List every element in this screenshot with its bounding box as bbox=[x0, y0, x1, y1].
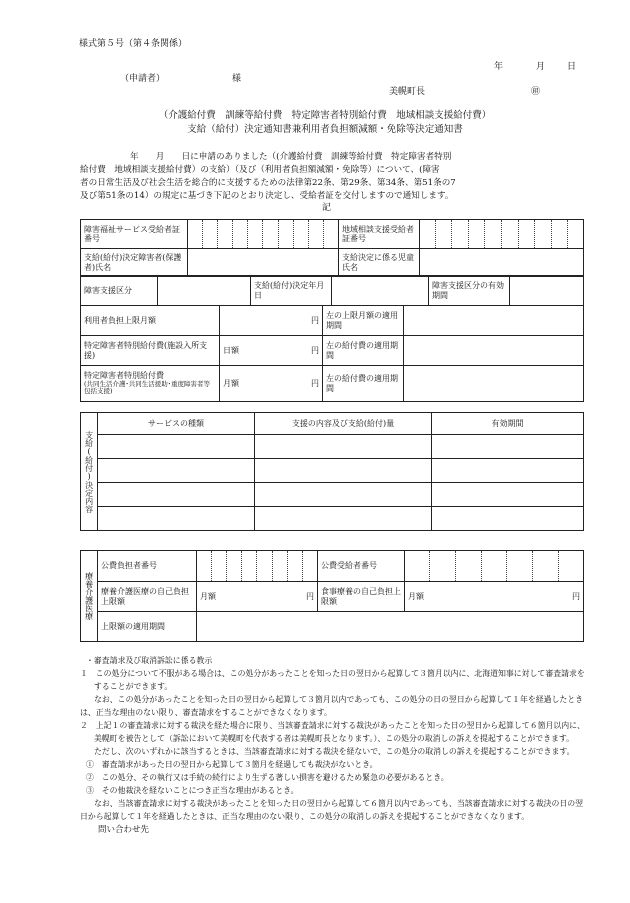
meal-cap-field[interactable] bbox=[405, 582, 584, 612]
intro-line4: 及び第51条の14）の規定に基づき下記のとおり決定し、受給者証を交付しますので通知します。 bbox=[80, 191, 454, 201]
notice-para2: なお、この処分があったことを知った日の翌日から起算して３箇月以内であっても、この処分の日の翌日から起算して１年を経過したときは、正当な理由のない限り、審査請求をすることができなくなります。 bbox=[80, 695, 584, 717]
group-benefit-label bbox=[81, 366, 220, 402]
community-cert-number-label: 地域相談支援受給者証番号 bbox=[339, 220, 420, 249]
notice-item3: ③ その他裁決を経ないことにつき正当な理由があるとき。 bbox=[86, 786, 299, 795]
title-line1: （介護給付費 訓練等給付費 特定障害者特別給付費 地域相談支援給付費） bbox=[158, 110, 492, 121]
service-type-cell[interactable] bbox=[98, 435, 255, 459]
decision-content-table bbox=[80, 412, 584, 531]
support-content-header: 支援の内容及び支給(給付)量 bbox=[255, 413, 432, 435]
facility-benefit-period-label: 左の給付費の適用期間 bbox=[323, 336, 404, 366]
category-validity-label: 障害支援区分の有効期間 bbox=[429, 276, 510, 306]
monthly-cap-period-label: 左の上限月額の適用期間 bbox=[323, 306, 404, 336]
facility-benefit-period-field[interactable] bbox=[404, 336, 584, 366]
group-benefit-field[interactable] bbox=[220, 366, 323, 402]
care-medical-cap-field[interactable] bbox=[197, 582, 318, 612]
group-benefit-yen: 円 bbox=[311, 378, 319, 388]
decision-date-field[interactable] bbox=[332, 276, 429, 306]
mayor-label: 美幌町長 bbox=[389, 87, 426, 97]
public-recipient-number-field[interactable] bbox=[405, 551, 584, 582]
meal-yen: 円 bbox=[572, 591, 580, 601]
facility-benefit-label: 特定障害者特別給付費(施設入所支援) bbox=[81, 336, 220, 366]
support-category-label: 障害支援区分 bbox=[81, 276, 158, 306]
notice-heading: ・審査請求及び取消訴訟に係る教示 bbox=[86, 656, 213, 665]
cost-table bbox=[80, 305, 584, 402]
monthly-amount-label: 月額 bbox=[223, 378, 239, 388]
contact-label: 問い合わせ先 bbox=[98, 825, 150, 835]
child-name-field[interactable] bbox=[420, 249, 584, 277]
monthly-cap-field[interactable] bbox=[220, 306, 323, 336]
group-benefit-title: 特定障害者特別給付費 bbox=[84, 371, 164, 381]
cap-period-label: 上限額の適用期間 bbox=[98, 612, 197, 642]
service-cert-number-field[interactable] bbox=[188, 220, 339, 249]
title-line2: 支給（給付）決定通知書兼利用者負担額減額・免除等決定通知書 bbox=[187, 124, 463, 135]
notice-para1: １ この処分について不服がある場合は、この処分があったことを知った日の翌日から起算して３箇月以内に、北海道知事に対して審査請求をすることができます。 bbox=[80, 669, 585, 691]
notice-item1: ① 審査請求があった日の翌日から起算して３箇月を経過しても裁決がないとき。 bbox=[86, 760, 378, 769]
notice-item2: ② この処分、その執行又は手続の続行により生ずる著しい損害を避けるため緊急の必要があるとき。 bbox=[86, 773, 449, 782]
decided-person-name-field[interactable] bbox=[188, 249, 339, 277]
sama-label: 様 bbox=[232, 74, 242, 84]
daily-amount-label: 日額 bbox=[223, 345, 239, 355]
monthly-cap-label: 利用者負担上限月額 bbox=[81, 306, 220, 336]
validity-header: 有効期間 bbox=[432, 413, 584, 435]
support-content-cell[interactable] bbox=[255, 507, 432, 531]
appeal-notice bbox=[80, 654, 585, 837]
care-monthly-label: 月額 bbox=[200, 591, 216, 601]
intro-line2: 給付費 地域相談支援給付費）の支給）（及び（利用者負担額減額・免除等）について、(障害 bbox=[80, 165, 440, 175]
medical-care-side bbox=[81, 551, 98, 642]
public-payer-number-label: 公費負担者番号 bbox=[98, 551, 197, 582]
child-name-label: 支給決定に係る児童氏名 bbox=[339, 249, 420, 277]
decision-content-side bbox=[81, 413, 98, 531]
meal-cap-label: 食事療養の自己負担上限額 bbox=[318, 582, 405, 612]
service-type-cell[interactable] bbox=[98, 459, 255, 483]
support-content-cell[interactable] bbox=[255, 483, 432, 507]
intro-line1: 年 月 日に申請のありました（(介護給付費 訓練等給付費 特定障害者特別 bbox=[130, 152, 452, 162]
group-benefit-period-label: 左の給付費の適用期間 bbox=[323, 366, 404, 402]
service-type-cell[interactable] bbox=[98, 483, 255, 507]
validity-cell[interactable] bbox=[432, 483, 584, 507]
medical-care-side-label: 療養介護医療 bbox=[84, 572, 94, 620]
public-payer-number-field[interactable] bbox=[197, 551, 318, 582]
decision-content-side-label: 支給(給付)決定内容 bbox=[84, 430, 94, 513]
notice-para3: ２ 上記１の審査請求に対する裁決を経た場合に限り、当該審査請求に対する裁決があったことを知った日の翌日から起算して６箇月以内に、美幌町を被告として（訴訟において美幌町を代表する者は美幌町長となります。）、この処分の取消しの訴えを提起することができます。 bbox=[80, 721, 585, 743]
ki-label: 記 bbox=[322, 203, 332, 213]
facility-benefit-yen: 円 bbox=[311, 345, 319, 355]
support-content-cell[interactable] bbox=[255, 435, 432, 459]
monthly-cap-yen: 円 bbox=[311, 315, 319, 325]
cap-period-field[interactable] bbox=[197, 612, 584, 642]
validity-cell[interactable] bbox=[432, 507, 584, 531]
service-type-cell[interactable] bbox=[98, 507, 255, 531]
intro-line3: 者の日常生活及び社会生活を総合的に支援するための法律第22条、第29条、第34条、第51条の7 bbox=[80, 178, 456, 188]
date-year: 年 bbox=[494, 62, 504, 72]
public-recipient-number-label: 公費受給者番号 bbox=[318, 551, 405, 582]
category-validity-field[interactable] bbox=[510, 276, 584, 306]
applicant-label: （申請者） bbox=[120, 74, 166, 84]
service-cert-number-label: 障害福祉サービス受給者証番号 bbox=[81, 220, 188, 249]
facility-benefit-field[interactable] bbox=[220, 336, 323, 366]
notice-para5: なお、当該審査請求に対する裁決があったことを知った日の翌日から起算して６箇月以内であっても、当該審査請求に対する裁決の日の翌日から起算して１年を経過したときは、正当な理由のない限り、この処分の取消しの訴えを提起することができなくなります。 bbox=[80, 799, 584, 821]
validity-cell[interactable] bbox=[432, 435, 584, 459]
community-cert-number-field[interactable] bbox=[420, 220, 584, 249]
care-medical-yen: 円 bbox=[306, 591, 314, 601]
classification-table bbox=[80, 275, 584, 306]
form-id: 様式第５号（第４条関係） bbox=[79, 39, 188, 49]
date-month: 月 bbox=[536, 62, 546, 72]
group-benefit-period-field[interactable] bbox=[404, 366, 584, 402]
decision-date-label: 支給(給付)決定年月日 bbox=[251, 276, 332, 306]
decided-person-name-label: 支給(給付)決定障害者(保護者)氏名 bbox=[81, 249, 188, 277]
service-type-header: サービスの種類 bbox=[98, 413, 255, 435]
seal-mark: ㊞ bbox=[531, 87, 541, 97]
monthly-cap-period-field[interactable] bbox=[404, 306, 584, 336]
care-medical-cap-label: 療養介護医療の自己負担上限額 bbox=[98, 582, 197, 612]
group-benefit-subtitle: (共同生活介護･共同生活援助･重度障害者等包括支援) bbox=[84, 379, 211, 396]
support-category-field[interactable] bbox=[158, 276, 251, 306]
validity-cell[interactable] bbox=[432, 459, 584, 483]
meal-monthly-label: 月額 bbox=[408, 591, 424, 601]
main-info-table bbox=[80, 219, 584, 277]
support-content-cell[interactable] bbox=[255, 459, 432, 483]
date-day: 日 bbox=[567, 62, 577, 72]
medical-care-table bbox=[80, 550, 584, 642]
notice-para4: ただし、次のいずれかに該当するときは、当該審査請求に対する裁決を経ないで、この処分の取消しの訴えを提起することができます。 bbox=[94, 747, 575, 756]
